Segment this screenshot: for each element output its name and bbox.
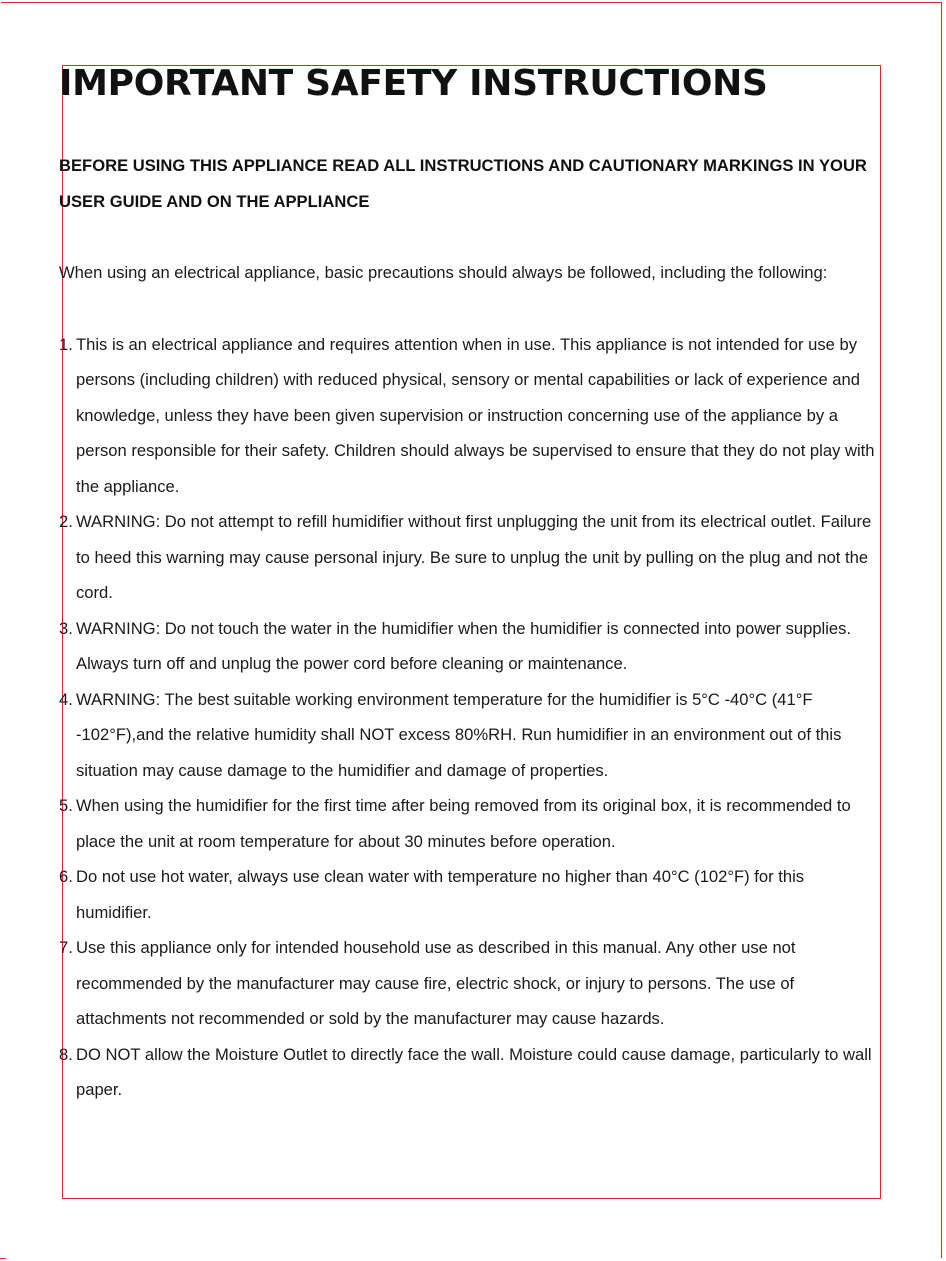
- instruction-number: 8.: [59, 1044, 73, 1064]
- instruction-item: [59, 788, 877, 859]
- intro-text: When using an electrical appliance, basic precautions should always be followed, including the following:: [59, 263, 828, 282]
- instruction-item: [59, 859, 877, 930]
- instruction-number: 6.: [59, 867, 73, 886]
- instruction-item: [59, 327, 877, 505]
- corner-mark: [0, 1258, 6, 1259]
- instruction-item: [59, 930, 877, 1037]
- instruction-text: WARNING: The best suitable working environment temperature for the humidifier is 5°C -40°C (41°F -102°F),and the relative humidity shall NOT excess 80%RH. Run humidifier in an environment out of this situation may cause damage to the humidifier and damage of properties.: [76, 689, 842, 780]
- instruction-text: Do not use hot water, always use clean water with temperature no higher than 40°C (102°F) for this humidifier.: [76, 867, 805, 922]
- instruction-text: WARNING: Do not touch the water in the humidifier when the humidifier is connected into power supplies. Always turn off and unplug the power cord before cleaning or maintenance.: [76, 618, 852, 673]
- instruction-number: 5.: [59, 796, 73, 815]
- page-title: IMPORTANT SAFETY INSTRUCTIONS: [59, 63, 768, 104]
- instruction-list: [59, 327, 877, 1108]
- instruction-number: 3.: [59, 618, 73, 638]
- instruction-item: [59, 682, 877, 789]
- instruction-number: 2.: [59, 512, 73, 531]
- subtitle: BEFORE USING THIS APPLIANCE READ ALL INSTRUCTIONS AND CAUTIONARY MARKINGS IN YOUR USER GUIDE AND ON THE APPLIANCE: [59, 156, 867, 211]
- instruction-text: WARNING: Do not attempt to refill humidifier without first unplugging the unit from its electrical outlet. Failure to heed this warning may cause personal injury. Be sure to unplug the unit by pulling on the plug and not the cord.: [76, 512, 872, 602]
- instruction-text: When using the humidifier for the first time after being removed from its original box, it is recommended to place the unit at room temperature for about 30 minutes before operation.: [76, 796, 851, 851]
- instruction-item: [59, 1037, 877, 1108]
- instruction-text: Use this appliance only for intended household use as described in this manual. Any other use not recommended by the manufacturer may cause fire, electric shock, or injury to persons. The use of attachments not recommended or sold by the manufacturer may cause hazards.: [76, 938, 796, 1028]
- instruction-text: This is an electrical appliance and requires attention when in use. This appliance is not intended for use by persons (including children) with reduced physical, sensory or mental capabilities or lack of experience and knowledge, unless they have been given supervision or instruction concerning use of the appliance by a person responsible for their safety. Children should always be supervised to ensure that they do not play with the appliance.: [76, 334, 875, 496]
- instruction-number: 1.: [59, 334, 73, 354]
- instruction-number: 4.: [59, 689, 73, 709]
- instruction-number: 7.: [59, 938, 73, 957]
- instruction-item: [59, 504, 877, 611]
- instruction-item: [59, 611, 877, 682]
- safety-instructions: [59, 62, 877, 1108]
- instruction-text: DO NOT allow the Moisture Outlet to directly face the wall. Moisture could cause damage, particularly to wall paper.: [76, 1044, 872, 1099]
